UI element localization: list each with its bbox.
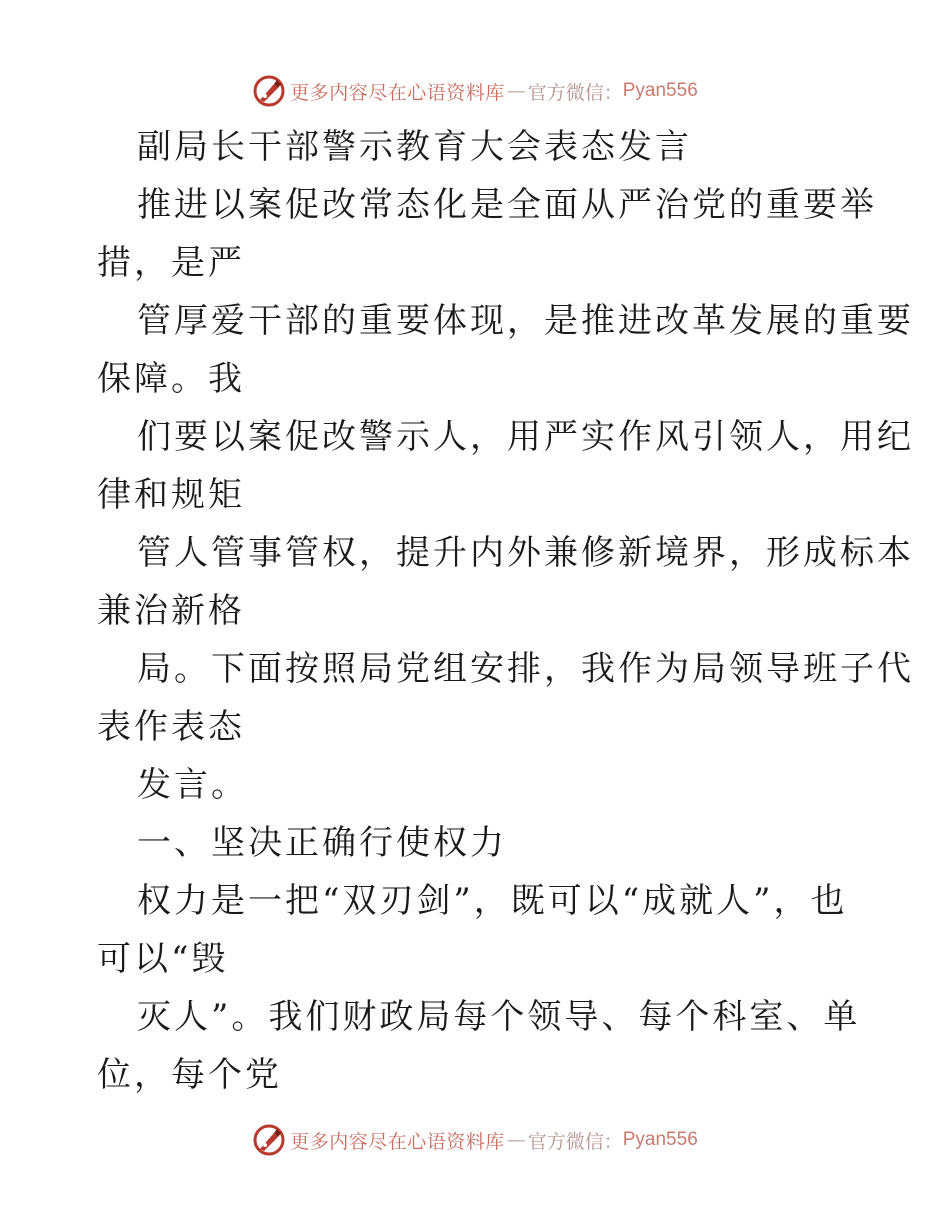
header-watermark bbox=[0, 71, 950, 111]
text-line: 位，每个党 bbox=[97, 1055, 282, 1095]
pen-logo-icon bbox=[252, 1123, 286, 1157]
text-line: 推进以案促改常态化是全面从严治党的重要举 bbox=[137, 185, 877, 225]
text-line: 可以“毁 bbox=[97, 939, 229, 979]
text-line: 发言。 bbox=[137, 765, 248, 805]
text-line: 局。下面按照局党组安排，我作为局领导班子代 bbox=[137, 649, 914, 689]
watermark-brand: 更多内容尽在心语资料库 bbox=[290, 81, 505, 104]
text-line: 管人管事管权，提升内外兼修新境界，形成标本 bbox=[137, 533, 914, 573]
watermark-dash: — bbox=[506, 80, 526, 102]
text-line: 兼治新格 bbox=[97, 591, 245, 631]
watermark-brand: 更多内容尽在心语资料库 bbox=[290, 1130, 505, 1153]
pen-logo-icon bbox=[252, 74, 286, 108]
watermark-id: Pyan556 bbox=[622, 80, 698, 101]
text-line: 灭人”。我们财政局每个领导、每个科室、单 bbox=[137, 997, 861, 1037]
text-line: 措，是严 bbox=[97, 243, 245, 283]
text-line: 表作表态 bbox=[97, 707, 245, 747]
watermark-dash: — bbox=[506, 1129, 526, 1151]
text-line: 权力是一把“双刃剑”，既可以“成就人”，也 bbox=[137, 881, 848, 921]
watermark-id: Pyan556 bbox=[622, 1129, 698, 1150]
footer-watermark bbox=[0, 1120, 950, 1160]
text-line: 律和规矩 bbox=[97, 475, 245, 515]
watermark-label: 官方微信： bbox=[527, 1130, 623, 1153]
document-body bbox=[97, 118, 914, 1104]
document-title: 副局长干部警示教育大会表态发言 bbox=[137, 127, 692, 167]
text-line: 一、坚决正确行使权力 bbox=[137, 823, 507, 863]
text-line: 们要以案促改警示人，用严实作风引领人，用纪 bbox=[137, 417, 914, 457]
watermark-label: 官方微信： bbox=[527, 81, 623, 104]
text-line: 保障。我 bbox=[97, 359, 245, 399]
text-line: 管厚爱干部的重要体现，是推进改革发展的重要 bbox=[137, 301, 914, 341]
